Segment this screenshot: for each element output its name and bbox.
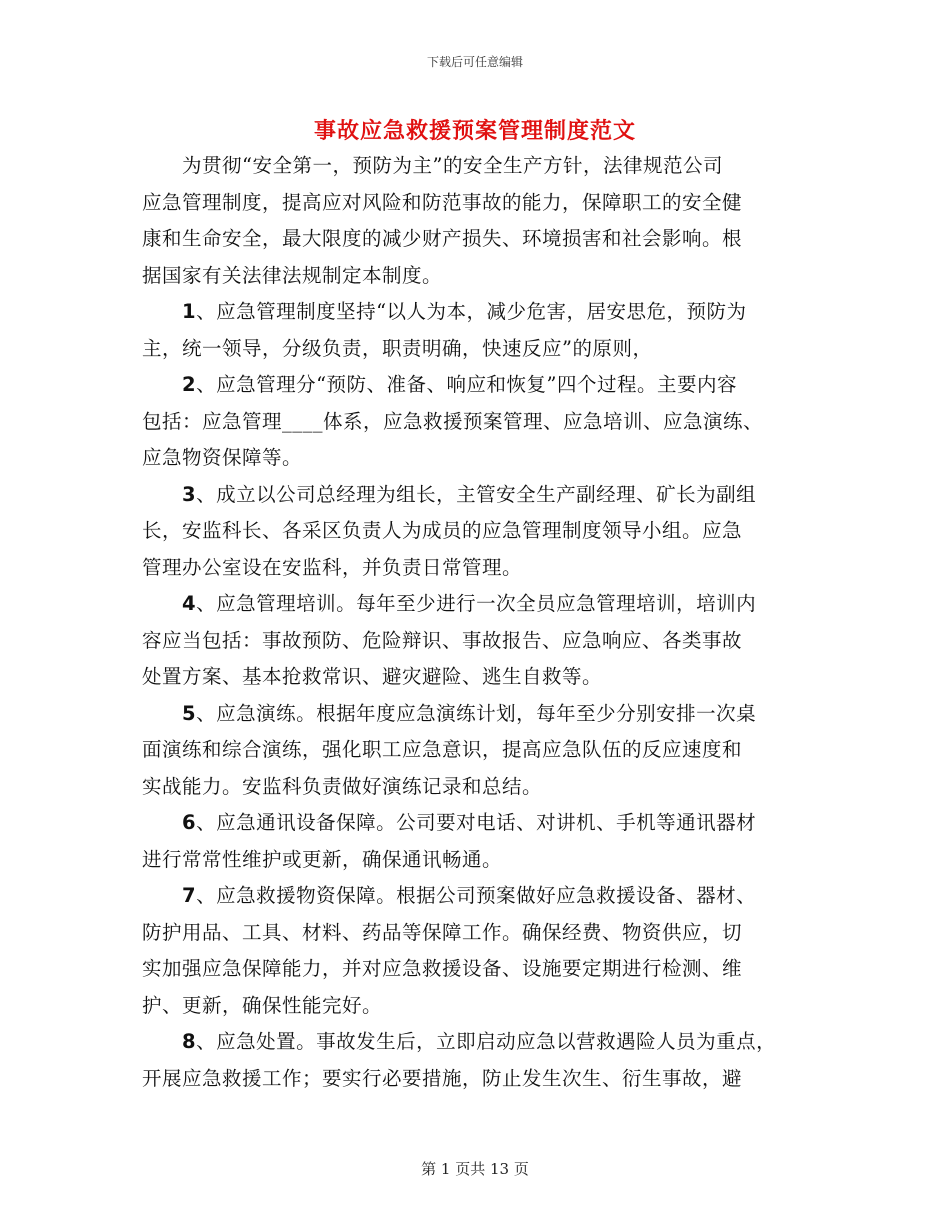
page-footer: 第 1 页共 13 页 (421, 1160, 529, 1178)
text-line (142, 769, 810, 806)
line-text: 主，统一领导，分级负责，职责明确，快速反应”的原则， (142, 336, 653, 360)
text-line (142, 404, 810, 441)
item-number: 1 (182, 300, 197, 323)
text-line (142, 842, 810, 879)
text-line (142, 951, 810, 988)
line-text: 、应急通讯设备保障。公司要对电话、对讲机、手机等通讯器材 (196, 811, 757, 834)
line-text: 康和生命安全，最大限度的减少财产损失、环境损害和社会影响。根 (142, 227, 743, 250)
line-text: 包括：应急管理____体系，应急救援预案管理、应急培训、应急演练、 (142, 409, 764, 433)
paragraph (142, 586, 810, 696)
item-number: 6 (182, 811, 197, 834)
item-number: 7 (182, 884, 197, 907)
line-text: 应急物资保障等。 (142, 446, 303, 469)
paragraph (142, 696, 810, 806)
line-text: 容应当包括：事故预防、危险辩识、事故报告、应急响应、各类事故 (142, 628, 743, 652)
text-line (142, 1061, 810, 1098)
text-line (142, 878, 810, 915)
text-line (142, 623, 810, 660)
line-text: 面演练和综合演练，强化职工应急意识，提高应急队伍的反应速度和 (142, 738, 743, 761)
text-line (142, 732, 810, 769)
text-line (142, 294, 810, 331)
line-text: 为贯彻“安全第一，预防为主”的安全生产方针，法律规范公司 (182, 154, 723, 177)
line-text: 、应急管理分“预防、准备、响应和恢复”四个过程。主要内容 (196, 373, 738, 396)
paragraph (142, 805, 810, 878)
text-line (142, 513, 810, 550)
paragraph (142, 367, 810, 477)
line-text: 护、更新，确保性能完好。 (142, 993, 383, 1017)
line-text: 、应急救援物资保障。根据公司预案做好应急救援设备、器材、 (196, 884, 757, 907)
line-text: 、应急管理制度坚持“以人为本，减少危害，居安思危，预防为 (196, 300, 747, 323)
text-line (142, 988, 810, 1025)
line-text: 、应急演练。根据年度应急演练计划，每年至少分别安排一次桌 (196, 701, 757, 725)
text-line (142, 915, 810, 952)
text-line (142, 586, 810, 623)
text-line (142, 185, 810, 222)
document-body (142, 148, 810, 1097)
text-line (142, 550, 810, 587)
text-line (142, 331, 810, 368)
item-number: 2 (182, 373, 197, 396)
text-line (142, 148, 810, 185)
paragraph (142, 477, 810, 587)
line-text: 实加强应急保障能力，并对应急救援设备、设施要定期进行检测、维 (142, 957, 743, 980)
line-text: 实战能力。安监科负责做好演练记录和总结。 (142, 774, 543, 798)
line-text: 防护用品、工具、材料、药品等保障工作。确保经费、物资供应，切 (142, 920, 743, 944)
text-line (142, 805, 810, 842)
paragraph (142, 1024, 810, 1097)
paragraph (142, 878, 810, 1024)
item-number: 5 (182, 701, 197, 725)
item-number: 3 (182, 482, 197, 506)
text-line (142, 440, 810, 477)
line-text: 、成立以公司总经理为组长，主管安全生产副经理、矿长为副组 (196, 482, 757, 506)
page-header: 下载后可任意编辑 (426, 55, 523, 69)
line-text: 进行常常性维护或更新，确保通讯畅通。 (142, 847, 503, 871)
paragraph (142, 148, 810, 294)
line-text: 、应急管理培训。每年至少进行一次全员应急管理培训，培训内 (196, 592, 757, 615)
line-text: 管理办公室设在安监科，并负责日常管理。 (142, 555, 523, 579)
item-number: 4 (182, 592, 197, 615)
line-text: 应急管理制度，提高应对风险和防范事故的能力，保障职工的安全健 (142, 190, 743, 214)
text-line (142, 696, 810, 733)
text-line (142, 659, 810, 696)
text-line (142, 221, 810, 258)
line-text: 据国家有关法律法规制定本制度。 (142, 263, 443, 287)
line-text: 、应急处置。事故发生后，立即启动应急以营救遇险人员为重点， (196, 1030, 777, 1053)
text-line (142, 477, 810, 514)
line-text: 开展应急救援工作；要实行必要措施，防止发生次生、衍生事故，避 (142, 1066, 743, 1090)
line-text: 长，安监科长、各采区负责人为成员的应急管理制度领导小组。应急 (142, 519, 743, 542)
paragraph (142, 294, 810, 367)
item-number: 8 (182, 1030, 197, 1053)
line-text: 处置方案、基本抢救常识、避灾避险、逃生自救等。 (142, 665, 603, 688)
text-line (142, 367, 810, 404)
text-line (142, 1024, 810, 1061)
document-title: 事故应急救援预案管理制度范文 (313, 118, 636, 144)
text-line (142, 258, 810, 295)
